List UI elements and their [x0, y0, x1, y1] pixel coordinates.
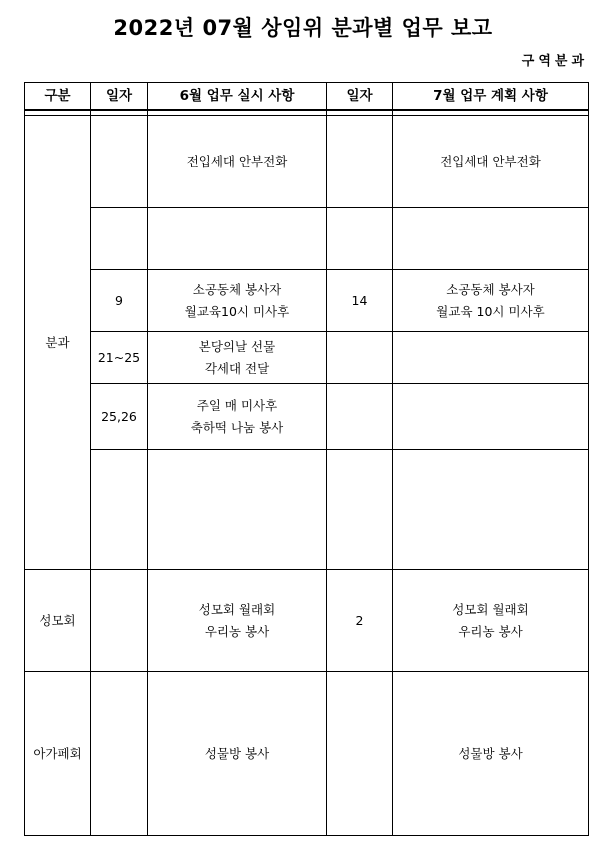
table-row	[25, 208, 589, 270]
july-plan-cell	[393, 208, 589, 270]
report-table	[24, 82, 589, 836]
july-date-cell	[327, 208, 393, 270]
category-cell: 분과	[25, 116, 91, 570]
june-task-line: 성물방 봉사	[204, 745, 270, 761]
table-row	[25, 672, 589, 836]
july-date-cell	[327, 672, 393, 836]
june-task-line: 축하떡 나눔 봉사	[190, 419, 284, 435]
july-plan-cell	[393, 116, 589, 208]
june-task-cell	[148, 450, 327, 570]
header-category: 구분	[25, 83, 91, 111]
header-july-plans: 7월 업무 계획 사항	[393, 83, 589, 111]
july-plan-cell	[393, 570, 589, 672]
june-date-cell: 25,26	[91, 384, 148, 450]
june-date-cell	[91, 208, 148, 270]
table-row	[25, 332, 589, 384]
july-date-cell	[327, 450, 393, 570]
july-plan-cell	[393, 270, 589, 332]
july-plan-line: 소공동체 봉사자	[446, 281, 535, 297]
july-plan-line: 우리농 봉사	[458, 623, 523, 639]
july-date-cell: 2	[327, 570, 393, 672]
june-task-line: 본당의날 선물	[198, 338, 276, 354]
july-plan-line: 전입세대 안부전화	[440, 153, 541, 169]
june-task-line: 월교육10시 미사후	[184, 303, 290, 319]
table-row	[25, 270, 589, 332]
june-task-line: 소공동체 봉사자	[192, 281, 282, 297]
table-row	[25, 450, 589, 570]
header-row	[25, 83, 589, 111]
july-plan-cell	[393, 450, 589, 570]
category-cell: 성모회	[25, 570, 91, 672]
june-task-line: 우리농 봉사	[204, 623, 270, 639]
june-task-cell	[148, 570, 327, 672]
table-row	[25, 570, 589, 672]
july-plan-cell	[393, 672, 589, 836]
july-date-cell: 14	[327, 270, 393, 332]
department-label: 구역분과	[521, 54, 588, 69]
june-task-cell	[148, 672, 327, 836]
june-task-line: 주일 매 미사후	[196, 397, 278, 413]
header-date-july: 일자	[327, 83, 393, 111]
july-date-cell	[327, 332, 393, 384]
july-plan-line: 성모회 월래회	[452, 601, 529, 617]
table-row	[25, 384, 589, 450]
july-date-cell	[327, 384, 393, 450]
july-date-cell	[327, 116, 393, 208]
june-task-cell	[148, 384, 327, 450]
june-date-cell: 9	[91, 270, 148, 332]
july-plan-line: 월교육 10시 미사후	[436, 303, 545, 319]
july-plan-cell	[393, 384, 589, 450]
header-june-tasks: 6월 업무 실시 사항	[148, 83, 327, 111]
july-plan-cell	[393, 332, 589, 384]
june-task-line: 전입세대 안부전화	[186, 153, 288, 169]
june-task-cell	[148, 208, 327, 270]
june-date-cell	[91, 570, 148, 672]
category-cell: 아가페회	[25, 672, 91, 836]
june-date-cell	[91, 672, 148, 836]
july-plan-line: 성물방 봉사	[458, 745, 523, 761]
june-task-line: 각세대 전달	[204, 360, 270, 376]
june-date-cell	[91, 450, 148, 570]
june-task-cell	[148, 270, 327, 332]
june-task-line: 성모회 월래회	[198, 601, 276, 617]
june-date-cell	[91, 116, 148, 208]
june-task-cell	[148, 116, 327, 208]
page-title: 2022년 07월 상임위 분과별 업무 보고	[113, 16, 493, 40]
june-task-cell	[148, 332, 327, 384]
header-date-june: 일자	[91, 83, 148, 111]
june-date-cell: 21~25	[91, 332, 148, 384]
table-row	[25, 116, 589, 208]
